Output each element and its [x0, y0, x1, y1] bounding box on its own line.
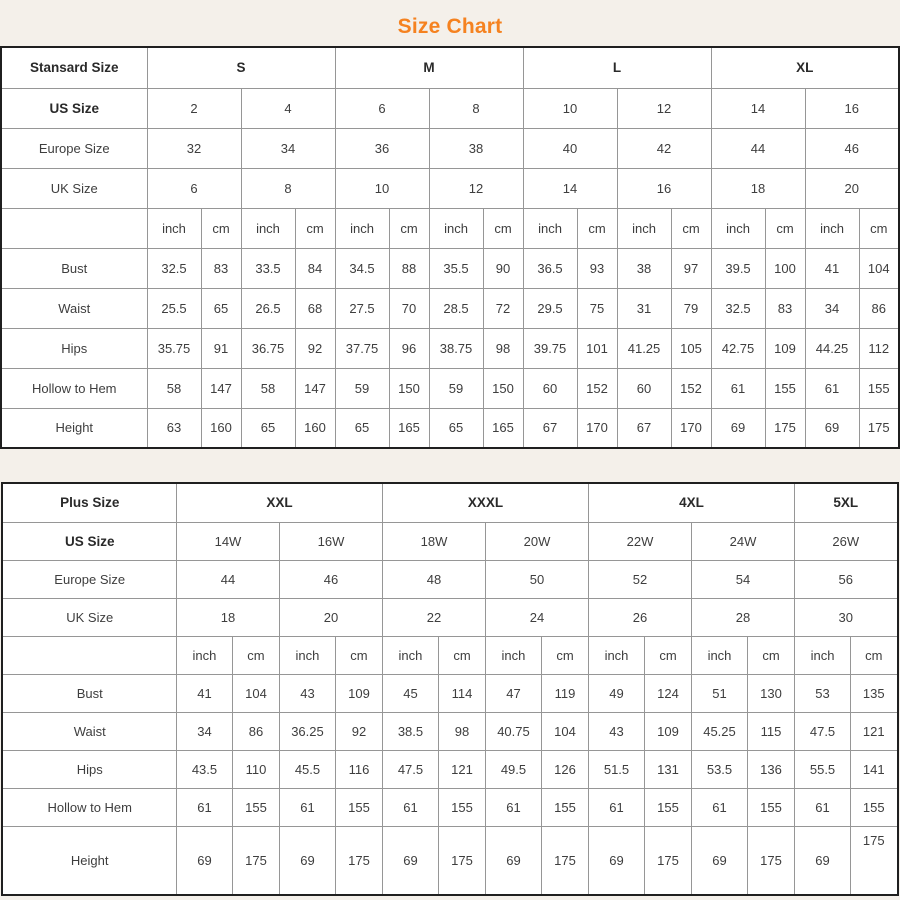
measure-cm-value: 170: [577, 408, 617, 448]
europe-size-value: 34: [241, 128, 335, 168]
measure-inch-value: 41: [176, 674, 232, 712]
measure-inch-value: 38.75: [429, 328, 483, 368]
measure-inch-value: 49: [589, 674, 645, 712]
measure-cm-value: 72: [483, 288, 523, 328]
measure-cm-value: 155: [851, 788, 898, 826]
unit-cm-label: cm: [295, 208, 335, 248]
unit-cm-label: cm: [201, 208, 241, 248]
us-size-value: 18W: [382, 522, 485, 560]
measure-cm-value: 155: [859, 368, 899, 408]
measure-inch-value: 27.5: [335, 288, 389, 328]
measure-cm-value: 96: [389, 328, 429, 368]
unit-inch-label: inch: [523, 208, 577, 248]
measure-cm-value: 147: [201, 368, 241, 408]
measure-inch-value: 36.75: [241, 328, 295, 368]
us-size-value: 10: [523, 88, 617, 128]
measure-cm-value: 155: [232, 788, 279, 826]
measure-cm-value: 155: [765, 368, 805, 408]
us-size-value: 16W: [279, 522, 382, 560]
measure-inch-value: 69: [176, 826, 232, 895]
measure-inch-value: 47.5: [795, 712, 851, 750]
europe-size-value: 54: [692, 560, 795, 598]
measure-inch-value: 69: [279, 826, 335, 895]
measure-cm-value: 155: [748, 788, 795, 826]
group-header-5xl: 5XL: [795, 483, 898, 522]
measure-inch-value: 43: [279, 674, 335, 712]
europe-size-value: 56: [795, 560, 898, 598]
measure-cm-value: 88: [389, 248, 429, 288]
measure-cm-value: 175: [748, 826, 795, 895]
europe-size-value: 42: [617, 128, 711, 168]
measure-cm-value: 75: [577, 288, 617, 328]
us-size-value: 24W: [692, 522, 795, 560]
measure-inch-value: 58: [147, 368, 201, 408]
measure-cm-value: 131: [645, 750, 692, 788]
row-label-hips: Hips: [2, 750, 176, 788]
group-header-l: L: [523, 47, 711, 88]
measure-cm-value: 104: [541, 712, 588, 750]
measure-cm-value: 90: [483, 248, 523, 288]
unit-cm-label: cm: [577, 208, 617, 248]
measure-cm-value: 147: [295, 368, 335, 408]
unit-cm-label: cm: [335, 636, 382, 674]
measure-cm-value: 175: [541, 826, 588, 895]
measure-inch-value: 36.5: [523, 248, 577, 288]
unit-cm-label: cm: [859, 208, 899, 248]
measure-inch-value: 61: [795, 788, 851, 826]
measure-cm-value: 112: [859, 328, 899, 368]
measure-inch-value: 37.75: [335, 328, 389, 368]
measure-inch-value: 32.5: [147, 248, 201, 288]
uk-size-value: 24: [485, 598, 588, 636]
group-header-xl: XL: [711, 47, 899, 88]
europe-size-value: 44: [711, 128, 805, 168]
unit-inch-label: inch: [279, 636, 335, 674]
measure-cm-value: 152: [577, 368, 617, 408]
measure-cm-value: 105: [671, 328, 711, 368]
uk-size-value: 18: [176, 598, 279, 636]
measure-inch-value: 31: [617, 288, 671, 328]
measure-cm-value: 136: [748, 750, 795, 788]
measure-cm-value: 155: [541, 788, 588, 826]
group-header-xxl: XXL: [176, 483, 382, 522]
row-label-europe-size: Europe Size: [2, 560, 176, 598]
measure-cm-value: 135: [851, 674, 898, 712]
measure-inch-value: 42.75: [711, 328, 765, 368]
measure-cm-value: 114: [438, 674, 485, 712]
europe-size-value: 44: [176, 560, 279, 598]
measure-inch-value: 69: [795, 826, 851, 895]
measure-cm-value: 115: [748, 712, 795, 750]
measure-inch-value: 36.25: [279, 712, 335, 750]
measure-inch-value: 41.25: [617, 328, 671, 368]
measure-cm-value: 86: [232, 712, 279, 750]
measure-cm-value: 83: [201, 248, 241, 288]
measure-cm-value: 170: [671, 408, 711, 448]
measure-inch-value: 51: [692, 674, 748, 712]
measure-inch-value: 65: [335, 408, 389, 448]
uk-size-value: 30: [795, 598, 898, 636]
measure-inch-value: 43.5: [176, 750, 232, 788]
measure-cm-value: 141: [851, 750, 898, 788]
measure-inch-value: 69: [692, 826, 748, 895]
measure-inch-value: 49.5: [485, 750, 541, 788]
unit-cm-label: cm: [748, 636, 795, 674]
unit-cm-label: cm: [645, 636, 692, 674]
measure-inch-value: 28.5: [429, 288, 483, 328]
group-header-s: S: [147, 47, 335, 88]
measure-inch-value: 45: [382, 674, 438, 712]
measure-cm-value: 155: [645, 788, 692, 826]
measure-inch-value: 33.5: [241, 248, 295, 288]
uk-size-value: 14: [523, 168, 617, 208]
europe-size-value: 32: [147, 128, 241, 168]
us-size-value: 8: [429, 88, 523, 128]
group-header-m: M: [335, 47, 523, 88]
measure-cm-value: 100: [765, 248, 805, 288]
measure-inch-value: 61: [382, 788, 438, 826]
measure-inch-value: 25.5: [147, 288, 201, 328]
us-size-value: 14W: [176, 522, 279, 560]
unit-cm-label: cm: [671, 208, 711, 248]
measure-cm-value: 93: [577, 248, 617, 288]
row-label-uk-size: UK Size: [1, 168, 147, 208]
units-row-blank: [2, 636, 176, 674]
measure-cm-value: 160: [201, 408, 241, 448]
measure-cm-value: 79: [671, 288, 711, 328]
measure-cm-value: 68: [295, 288, 335, 328]
measure-cm-value: 109: [765, 328, 805, 368]
measure-inch-value: 61: [711, 368, 765, 408]
measure-cm-value: 175: [438, 826, 485, 895]
unit-inch-label: inch: [382, 636, 438, 674]
uk-size-value: 20: [279, 598, 382, 636]
unit-inch-label: inch: [241, 208, 295, 248]
measure-inch-value: 39.75: [523, 328, 577, 368]
row-label-waist: Waist: [1, 288, 147, 328]
europe-size-value: 48: [382, 560, 485, 598]
measure-inch-value: 67: [617, 408, 671, 448]
measure-inch-value: 59: [335, 368, 389, 408]
unit-inch-label: inch: [176, 636, 232, 674]
measure-inch-value: 65: [241, 408, 295, 448]
uk-size-value: 28: [692, 598, 795, 636]
uk-size-value: 8: [241, 168, 335, 208]
measure-inch-value: 29.5: [523, 288, 577, 328]
measure-inch-value: 69: [485, 826, 541, 895]
us-size-value: 20W: [485, 522, 588, 560]
measure-inch-value: 65: [429, 408, 483, 448]
measure-inch-value: 41: [805, 248, 859, 288]
us-size-value: 14: [711, 88, 805, 128]
measure-inch-value: 61: [485, 788, 541, 826]
measure-inch-value: 47.5: [382, 750, 438, 788]
measure-cm-value: 155: [335, 788, 382, 826]
europe-size-value: 50: [485, 560, 588, 598]
measure-inch-value: 61: [692, 788, 748, 826]
measure-cm-value: 175: [851, 826, 898, 895]
us-size-value: 26W: [795, 522, 898, 560]
measure-cm-value: 155: [438, 788, 485, 826]
measure-inch-value: 51.5: [589, 750, 645, 788]
unit-inch-label: inch: [795, 636, 851, 674]
row-label-bust: Bust: [1, 248, 147, 288]
measure-cm-value: 121: [438, 750, 485, 788]
measure-cm-value: 104: [859, 248, 899, 288]
measure-inch-value: 34: [805, 288, 859, 328]
measure-cm-value: 121: [851, 712, 898, 750]
unit-inch-label: inch: [335, 208, 389, 248]
measure-inch-value: 69: [711, 408, 765, 448]
europe-size-value: 40: [523, 128, 617, 168]
plus-size-table-container: [0, 482, 900, 896]
measure-cm-value: 175: [335, 826, 382, 895]
measure-cm-value: 124: [645, 674, 692, 712]
measure-inch-value: 60: [523, 368, 577, 408]
unit-inch-label: inch: [147, 208, 201, 248]
measure-inch-value: 67: [523, 408, 577, 448]
measure-inch-value: 38: [617, 248, 671, 288]
row-label-us-size: US Size: [1, 88, 147, 128]
measure-cm-value: 109: [335, 674, 382, 712]
measure-inch-value: 60: [617, 368, 671, 408]
measure-inch-value: 69: [382, 826, 438, 895]
group-header-4xl: 4XL: [589, 483, 795, 522]
units-row-blank: [1, 208, 147, 248]
europe-size-value: 52: [589, 560, 692, 598]
measure-cm-value: 98: [438, 712, 485, 750]
measure-cm-value: 86: [859, 288, 899, 328]
row-label-height: Height: [1, 408, 147, 448]
unit-inch-label: inch: [485, 636, 541, 674]
measure-cm-value: 150: [389, 368, 429, 408]
row-label-us-size: US Size: [2, 522, 176, 560]
measure-inch-value: 40.75: [485, 712, 541, 750]
us-size-value: 22W: [589, 522, 692, 560]
measure-cm-value: 98: [483, 328, 523, 368]
europe-size-value: 38: [429, 128, 523, 168]
row-label-waist: Waist: [2, 712, 176, 750]
europe-size-value: 46: [279, 560, 382, 598]
measure-cm-value: 65: [201, 288, 241, 328]
measure-cm-value: 70: [389, 288, 429, 328]
group-header-xxxl: XXXL: [382, 483, 588, 522]
unit-inch-label: inch: [692, 636, 748, 674]
unit-cm-label: cm: [765, 208, 805, 248]
uk-size-value: 16: [617, 168, 711, 208]
measure-cm-value: 104: [232, 674, 279, 712]
measure-inch-value: 61: [176, 788, 232, 826]
row-label-uk-size: UK Size: [2, 598, 176, 636]
measure-cm-value: 175: [765, 408, 805, 448]
measure-cm-value: 116: [335, 750, 382, 788]
measure-cm-value: 84: [295, 248, 335, 288]
unit-cm-label: cm: [438, 636, 485, 674]
standard-size-table: [0, 46, 900, 449]
measure-cm-value: 165: [483, 408, 523, 448]
uk-size-value: 20: [805, 168, 899, 208]
measure-inch-value: 34: [176, 712, 232, 750]
unit-cm-label: cm: [232, 636, 279, 674]
measure-cm-value: 175: [859, 408, 899, 448]
row-label-hollow-to-hem: Hollow to Hem: [1, 368, 147, 408]
unit-cm-label: cm: [389, 208, 429, 248]
measure-cm-value: 91: [201, 328, 241, 368]
uk-size-value: 18: [711, 168, 805, 208]
measure-inch-value: 61: [589, 788, 645, 826]
measure-cm-value: 150: [483, 368, 523, 408]
row-label-height: Height: [2, 826, 176, 895]
measure-cm-value: 92: [335, 712, 382, 750]
measure-cm-value: 126: [541, 750, 588, 788]
measure-inch-value: 38.5: [382, 712, 438, 750]
uk-size-value: 10: [335, 168, 429, 208]
measure-inch-value: 69: [589, 826, 645, 895]
unit-inch-label: inch: [617, 208, 671, 248]
measure-inch-value: 53.5: [692, 750, 748, 788]
measure-inch-value: 39.5: [711, 248, 765, 288]
row-label-bust: Bust: [2, 674, 176, 712]
measure-inch-value: 53: [795, 674, 851, 712]
measure-inch-value: 35.75: [147, 328, 201, 368]
measure-cm-value: 165: [389, 408, 429, 448]
plus-size-table: [1, 482, 898, 896]
uk-size-value: 6: [147, 168, 241, 208]
measure-cm-value: 110: [232, 750, 279, 788]
measure-inch-value: 61: [279, 788, 335, 826]
measure-cm-value: 101: [577, 328, 617, 368]
unit-cm-label: cm: [541, 636, 588, 674]
measure-inch-value: 35.5: [429, 248, 483, 288]
measure-inch-value: 32.5: [711, 288, 765, 328]
measure-inch-value: 34.5: [335, 248, 389, 288]
measure-inch-value: 63: [147, 408, 201, 448]
measure-inch-value: 45.25: [692, 712, 748, 750]
us-size-value: 16: [805, 88, 899, 128]
row-label-europe-size: Europe Size: [1, 128, 147, 168]
measure-inch-value: 58: [241, 368, 295, 408]
measure-cm-value: 130: [748, 674, 795, 712]
unit-inch-label: inch: [805, 208, 859, 248]
measure-inch-value: 55.5: [795, 750, 851, 788]
measure-inch-value: 26.5: [241, 288, 295, 328]
measure-inch-value: 47: [485, 674, 541, 712]
europe-size-value: 36: [335, 128, 429, 168]
unit-cm-label: cm: [851, 636, 898, 674]
standard-size-table-container: [0, 46, 900, 449]
us-size-value: 6: [335, 88, 429, 128]
row-label-hips: Hips: [1, 328, 147, 368]
unit-inch-label: inch: [429, 208, 483, 248]
uk-size-value: 22: [382, 598, 485, 636]
uk-size-value: 12: [429, 168, 523, 208]
measure-inch-value: 61: [805, 368, 859, 408]
measure-inch-value: 45.5: [279, 750, 335, 788]
measure-inch-value: 59: [429, 368, 483, 408]
us-size-value: 12: [617, 88, 711, 128]
measure-cm-value: 83: [765, 288, 805, 328]
us-size-value: 2: [147, 88, 241, 128]
corner-label: Stansard Size: [1, 47, 147, 88]
unit-cm-label: cm: [483, 208, 523, 248]
measure-cm-value: 175: [645, 826, 692, 895]
measure-cm-value: 97: [671, 248, 711, 288]
uk-size-value: 26: [589, 598, 692, 636]
row-label-hollow-to-hem: Hollow to Hem: [2, 788, 176, 826]
measure-inch-value: 69: [805, 408, 859, 448]
europe-size-value: 46: [805, 128, 899, 168]
measure-inch-value: 43: [589, 712, 645, 750]
measure-cm-value: 119: [541, 674, 588, 712]
measure-cm-value: 109: [645, 712, 692, 750]
corner-label: Plus Size: [2, 483, 176, 522]
unit-inch-label: inch: [589, 636, 645, 674]
page-title: Size Chart: [397, 15, 503, 38]
unit-inch-label: inch: [711, 208, 765, 248]
measure-cm-value: 160: [295, 408, 335, 448]
measure-cm-value: 92: [295, 328, 335, 368]
table-gap: [0, 449, 900, 482]
measure-cm-value: 175: [232, 826, 279, 895]
measure-inch-value: 44.25: [805, 328, 859, 368]
measure-cm-value: 152: [671, 368, 711, 408]
us-size-value: 4: [241, 88, 335, 128]
